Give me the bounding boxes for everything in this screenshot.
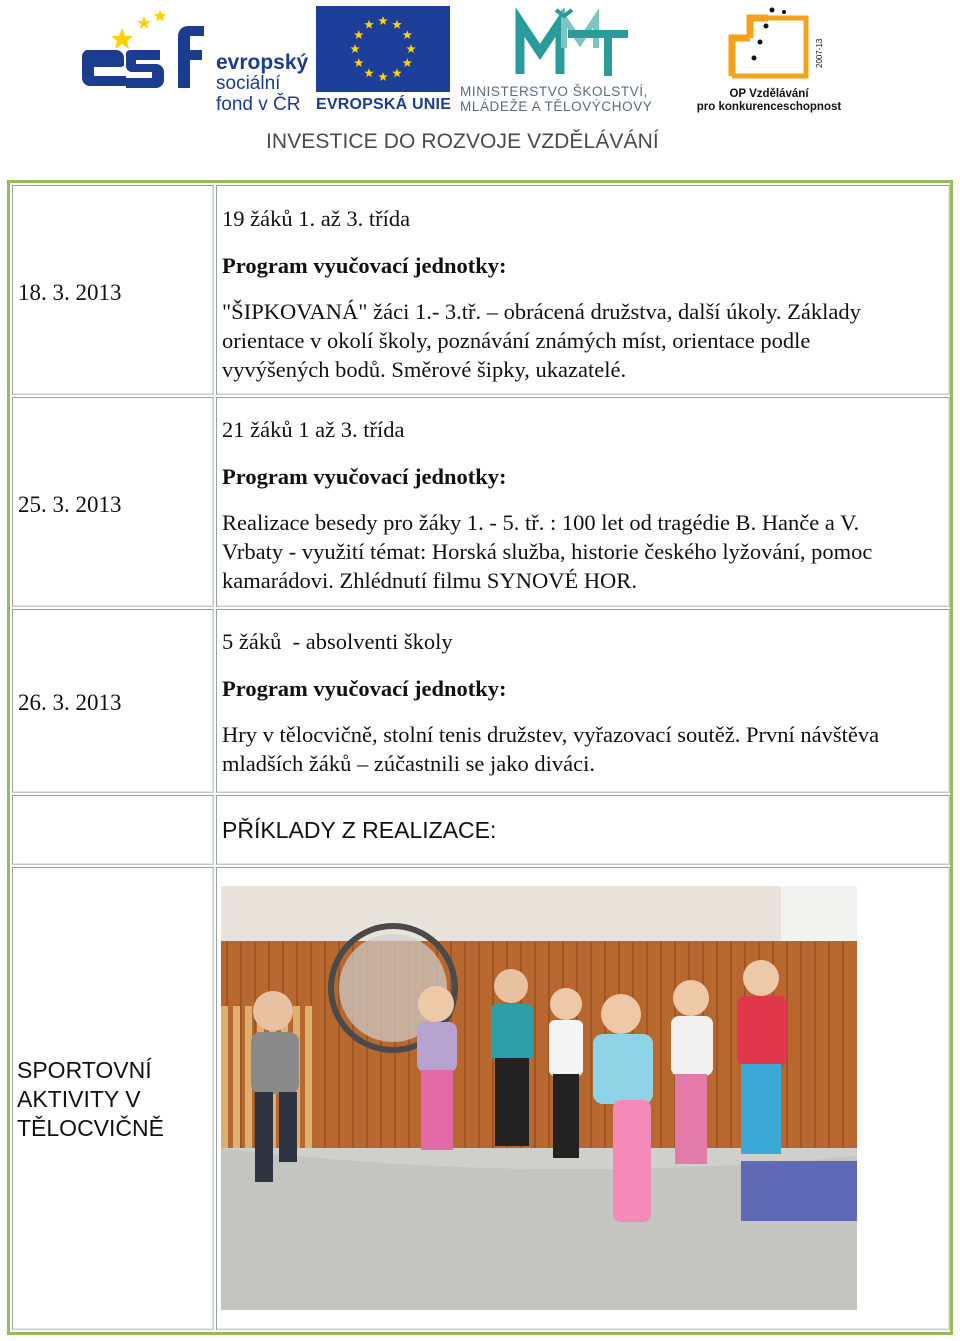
date-cell [12,609,214,793]
eu-star-icon [364,68,374,77]
investice-slogan: INVESTICE DO ROZVOJE VZDĚLÁVÁNÍ [266,130,659,153]
msmt-line-2: MLÁDEŽE A TĚLOVÝCHOVY [460,99,653,114]
eu-star-icon [378,72,388,81]
date-text: 25. 3. 2013 [18,492,122,517]
empty-cell [12,795,214,865]
esf-line-2: sociální [216,73,281,94]
op-text [694,88,844,114]
content-cell [216,609,950,793]
op-line-2: pro konkurenceschopnost [696,101,842,113]
program-label: Program vyučovací jednotky: [222,253,507,278]
eu-star-icon [378,16,388,25]
esf-mark-icon [82,6,212,114]
description-line: Vrbaty - využití témat: Horská služba, historie českého lyžování, pomoc [222,539,873,564]
op-mark-icon [694,2,844,86]
description-line: "ŠIPKOVANÁ" žáci 1.- 3.tř. – obrácená družstva, další úkoly. Základy [222,299,861,324]
eu-star-icon [354,58,364,67]
climbing-bar [233,1006,240,1156]
date-cell [12,397,214,607]
program-description [222,297,861,384]
logo-header [0,0,960,170]
pupil-count: 19 žáků 1. až 3. třída [222,206,411,231]
date-text: 18. 3. 2013 [18,280,122,305]
msmt-line-1: MINISTERSTVO ŠKOLSTVÍ, [460,84,648,99]
program-label: Program vyučovací jednotky: [222,464,507,489]
eu-star-icon [403,30,413,39]
eu-label: EVROPSKÁ UNIE [316,96,452,113]
description-line: vyvýšených bodů. Směrové šipky, ukazatelé. [222,357,627,382]
climbing-bar [305,1006,312,1156]
esf-logo [82,6,308,114]
pupil-count: 5 žáků - absolventi školy [222,629,453,654]
msmt-text [460,84,652,114]
program-description [222,508,872,595]
eu-star-icon [406,44,416,53]
caption-line: TĚLOCVIČNĚ [17,1115,164,1141]
description-line: mladších žáků – zúčastnili se jako diváci. [222,751,596,776]
op-logo [694,2,844,116]
climbing-bar [245,1006,252,1156]
program-description [222,720,879,778]
photo-caption [17,1056,164,1143]
climbing-bar [221,1006,228,1156]
caption-cell [12,867,214,1330]
eu-star-icon [364,20,374,29]
msmt-logo [460,4,688,116]
description-line: orientace v okolí školy, poznávání známých míst, orientace podle [222,328,811,353]
activity-table [7,180,953,1335]
description-line: kamarádovi. Zhlédnutí filmu SYNOVÉ HOR. [222,568,637,593]
content-cell [216,185,950,395]
content-cell [216,397,950,607]
eu-star-icon [392,20,402,29]
op-years: 2007-13 [815,38,824,68]
esf-text [216,52,308,115]
eu-flag-icon [316,6,450,92]
date-cell [12,185,214,395]
eu-star-icon [403,58,413,67]
op-line-1: OP Vzdělávání [729,88,809,100]
pupil-count: 21 žáků 1 až 3. třída [222,417,405,442]
examples-cell [216,795,950,865]
eu-star-icon [350,44,360,53]
msmt-mark-icon [460,4,640,82]
gym-photo [221,886,857,1310]
esf-line-1: evropský [216,51,309,74]
date-text: 26. 3. 2013 [18,690,122,715]
examples-heading: PŘÍKLADY Z REALIZACE: [222,817,497,843]
caption-line: AKTIVITY V [17,1086,141,1112]
photo-cell [216,867,950,1330]
description-line: Realizace besedy pro žáky 1. - 5. tř. : 100 let od tragédie B. Hanče a V. [222,510,860,535]
description-line: Hry v tělocvičně, stolní tenis družstev, vyřazovací soutěž. První návštěva [222,722,880,747]
eu-logo [316,6,452,114]
eu-star-icon [392,68,402,77]
program-label: Program vyučovací jednotky: [222,676,507,701]
eu-star-icon [354,30,364,39]
caption-line: SPORTOVNÍ [17,1057,152,1083]
esf-line-3: fond v ČR [216,94,301,115]
